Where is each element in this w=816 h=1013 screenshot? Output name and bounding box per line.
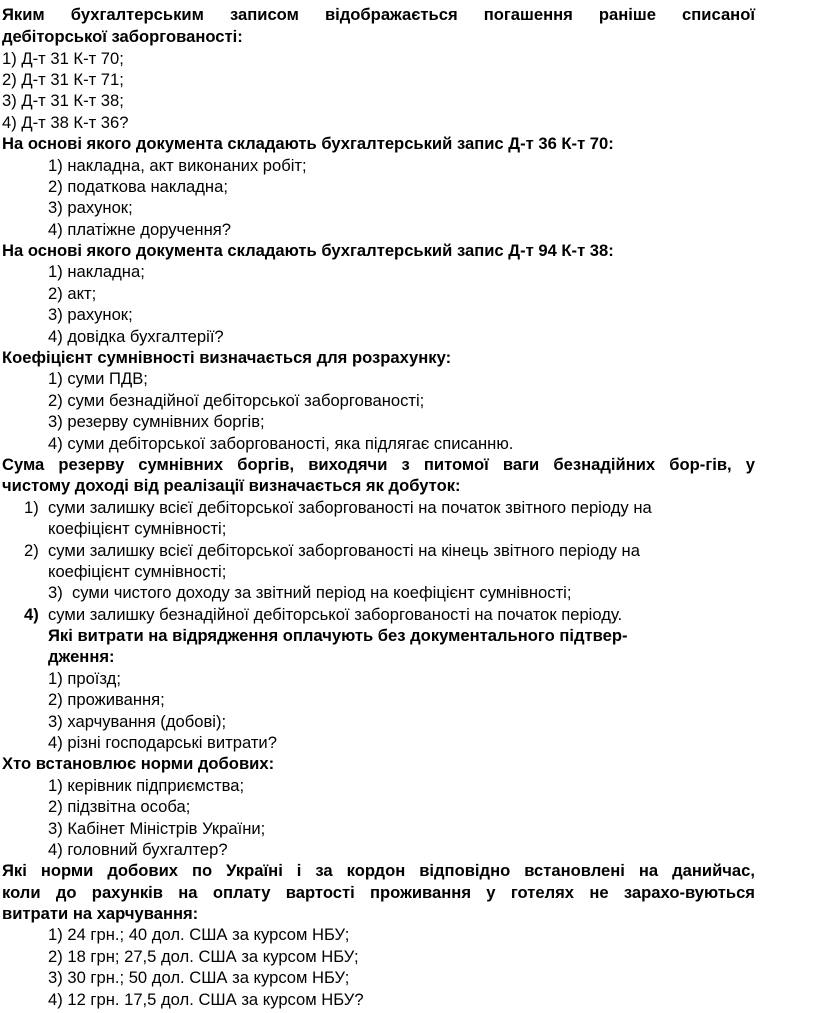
option: 4) різні господарські витрати? xyxy=(48,732,277,752)
option: 2) акт; xyxy=(48,283,97,303)
option: суми залишку всієї дебіторської заборгованості на кінець звітного періоду на xyxy=(48,540,640,560)
option: 2) Д-т 31 К-т 71; xyxy=(2,70,124,90)
option: 3) харчування (добові); xyxy=(48,711,227,731)
option: 3) 30 грн.; 50 дол. США за курсом НБУ; xyxy=(48,968,350,988)
option: 3) Д-т 31 К-т 38; xyxy=(2,91,124,111)
option: 4) суми дебіторської заборгованості, яка підлягає списанню. xyxy=(48,433,514,453)
option-number: 3) xyxy=(48,583,63,603)
question-6-line-1: Які витрати на відрядження оплачують без документального підтвер- xyxy=(48,626,628,646)
question-3: На основі якого документа складають бухгалтерський запис Д-т 94 К-т 38: xyxy=(2,241,614,261)
option-continuation: коефіцієнт сумнівності; xyxy=(48,519,227,539)
option: 1) проїзд; xyxy=(48,668,121,688)
option: 4) головний бухгалтер? xyxy=(48,839,228,859)
question-7: Хто встановлює норми добових: xyxy=(2,754,275,774)
question-8-line-3: витрати на харчування: xyxy=(2,904,199,924)
option: 1) 24 грн.; 40 дол. США за курсом НБУ; xyxy=(48,925,350,945)
option: 3) рахунок; xyxy=(48,305,133,325)
question-1-line-1: Яким бухгалтерським записом відображається погашення раніше списаної xyxy=(2,4,755,24)
option: 1) суми ПДВ; xyxy=(48,369,148,389)
question-8-line-1: Які норми добових по Україні і за кордон відповідно встановлені на данийчас, xyxy=(2,861,755,881)
question-5-line-2: чистому доході від реалізації визначається як добуток: xyxy=(2,476,461,496)
option: суми залишку безнадійної дебіторської заборгованості на початок періоду. xyxy=(48,604,623,624)
option: 3) Кабінет Міністрів України; xyxy=(48,818,266,838)
option: 3) рахунок; xyxy=(48,198,133,218)
option-number: 2) xyxy=(24,540,39,560)
option: 1) накладна; xyxy=(48,262,145,282)
option-continuation: коефіцієнт сумнівності; xyxy=(48,561,227,581)
option: 4) довідка бухгалтерії? xyxy=(48,326,224,346)
question-8-line-2: коли до рахунків на оплату вартості проживання у готелях не зарахо-вуються xyxy=(2,882,755,902)
option-number: 4) xyxy=(24,604,39,624)
option: 4) платіжне доручення? xyxy=(48,219,231,239)
question-4: Коефіцієнт сумнівності визначається для розрахунку: xyxy=(2,348,452,368)
question-2: На основі якого документа складають бухгалтерський запис Д-т 36 К-т 70: xyxy=(2,134,614,154)
option-number: 1) xyxy=(24,497,39,517)
question-1-line-2: дебіторської заборгованості: xyxy=(2,27,243,47)
option: 2) 18 грн; 27,5 дол. США за курсом НБУ; xyxy=(48,946,359,966)
option: 1) Д-т 31 К-т 70; xyxy=(2,48,124,68)
option: 1) керівник підприємства; xyxy=(48,775,245,795)
option: 2) підзвітна особа; xyxy=(48,797,191,817)
option: 1) накладна, акт виконаних робіт; xyxy=(48,155,307,175)
question-6-line-2: дження: xyxy=(48,647,115,667)
option: 2) податкова накладна; xyxy=(48,176,228,196)
option: 4) Д-т 38 К-т 36? xyxy=(2,112,129,132)
option: 3) резерву сумнівних боргів; xyxy=(48,412,265,432)
option: 2) суми безнадійної дебіторської заборгованості; xyxy=(48,390,425,410)
question-5-line-1: Сума резерву сумнівних боргів, виходячи з питомої ваги безнадійних бор-гів, у xyxy=(2,454,755,474)
option: суми чистого доходу за звітний період на коефіцієнт сумнівності; xyxy=(72,583,572,603)
option: 2) проживання; xyxy=(48,690,165,710)
option: суми залишку всієї дебіторської заборгованості на початок звітного періоду на xyxy=(48,497,652,517)
option: 4) 12 грн. 17,5 дол. США за курсом НБУ? xyxy=(48,989,364,1009)
